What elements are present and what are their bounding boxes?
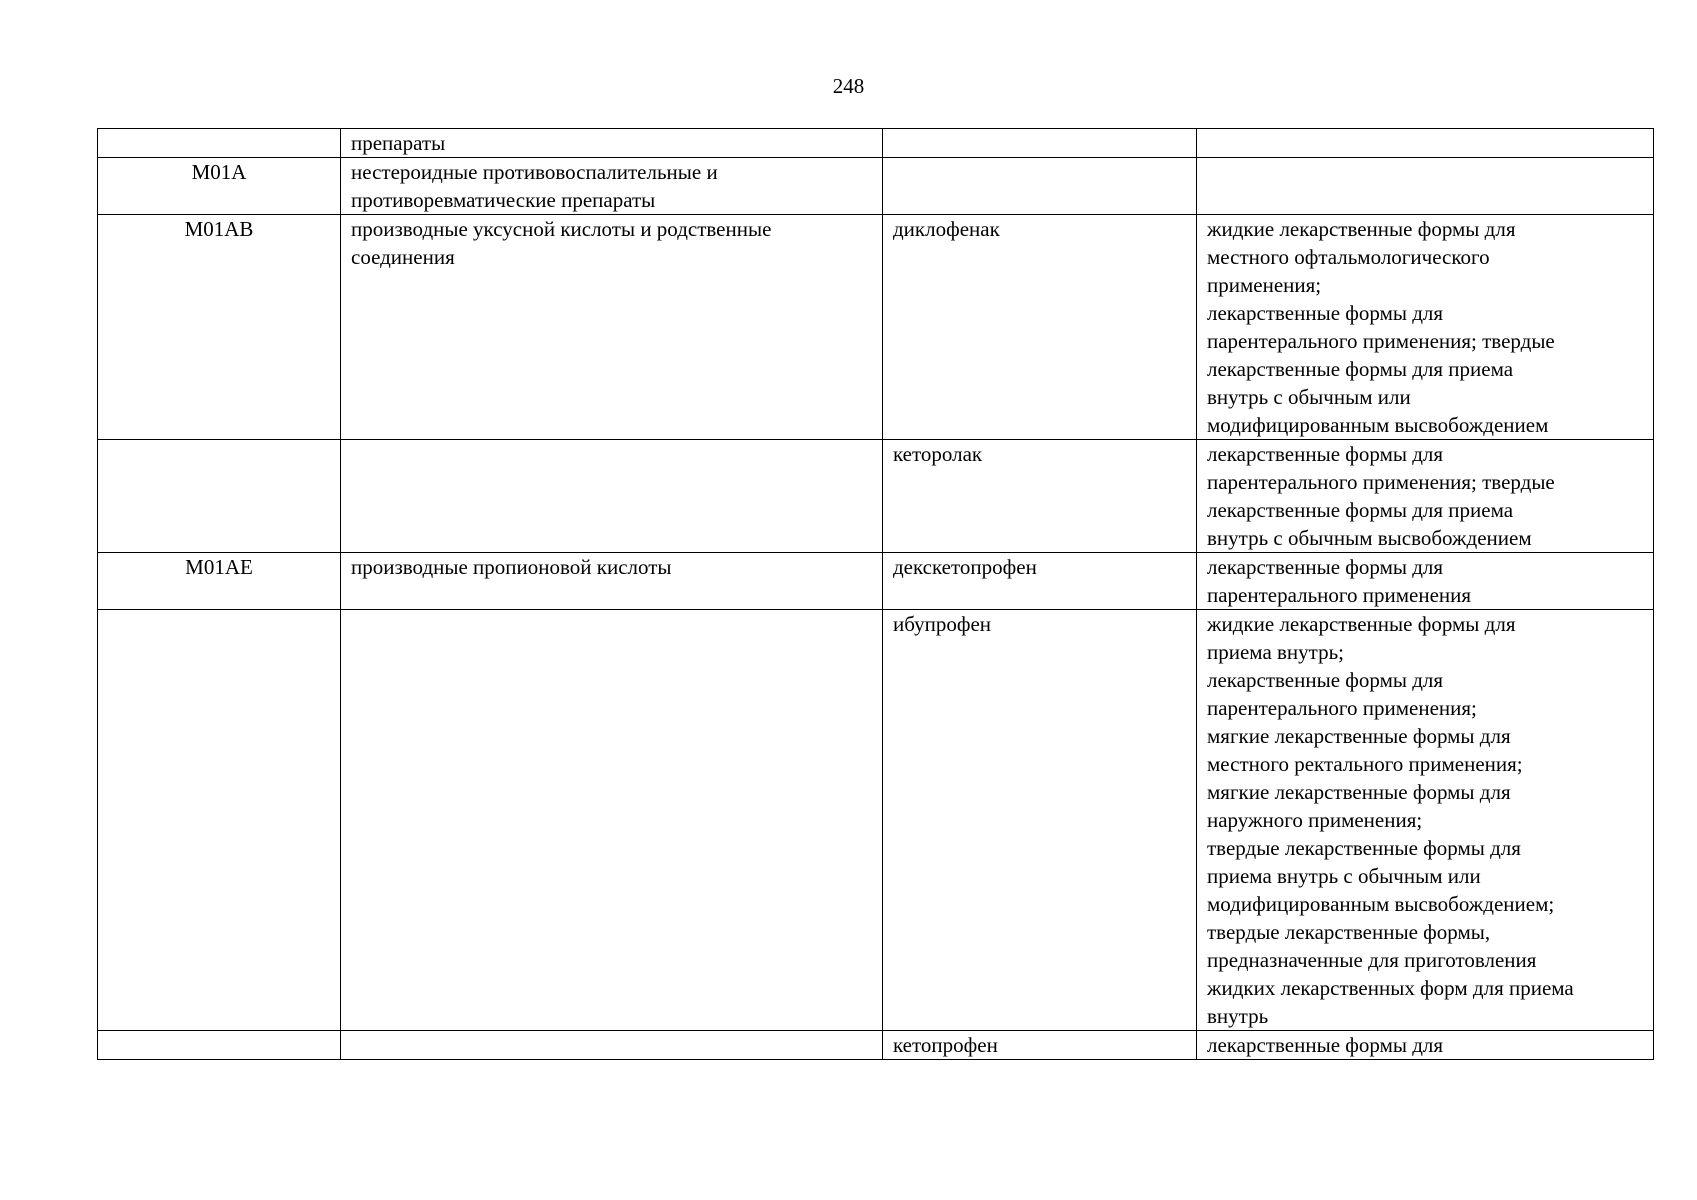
drug-name-cell: кеторолак bbox=[883, 440, 1197, 553]
dosage-forms-cell: лекарственные формы для парентерального применения; твердые лекарственные формы для приема внутрь с обычным высвобождением bbox=[1197, 440, 1654, 553]
atc-group-cell: препараты bbox=[341, 129, 883, 158]
atc-group-cell bbox=[341, 1031, 883, 1060]
atc-code-cell: M01AB bbox=[98, 215, 341, 440]
atc-group-cell bbox=[341, 440, 883, 553]
dosage-forms-cell bbox=[1197, 158, 1654, 215]
atc-group-cell: нестероидные противовоспалительные и противоревматические препараты bbox=[341, 158, 883, 215]
table-row bbox=[98, 215, 1654, 440]
dosage-forms-cell bbox=[1197, 129, 1654, 158]
table-row bbox=[98, 129, 1654, 158]
drug-name-cell: декскетопрофен bbox=[883, 553, 1197, 610]
atc-group-cell bbox=[341, 610, 883, 1031]
atc-group-cell: производные пропионовой кислоты bbox=[341, 553, 883, 610]
table-row bbox=[98, 440, 1654, 553]
drug-name-cell: диклофенак bbox=[883, 215, 1197, 440]
table-row bbox=[98, 553, 1654, 610]
page-number: 248 bbox=[832, 74, 865, 98]
table-row bbox=[98, 610, 1654, 1031]
atc-group-cell: производные уксусной кислоты и родственные соединения bbox=[341, 215, 883, 440]
drug-name-cell: ибупрофен bbox=[883, 610, 1197, 1031]
dosage-forms-cell: лекарственные формы для bbox=[1197, 1031, 1654, 1060]
drug-name-cell bbox=[883, 158, 1197, 215]
table-row bbox=[98, 158, 1654, 215]
dosage-forms-cell: жидкие лекарственные формы для приема внутрь; лекарственные формы для парентерального применения; мягкие лекарственные формы для местного ректального применения; мягкие лекарственные формы для наружного применения; твердые лекарственные формы для приема внутрь с обычным или модифицированным высвобождением; твердые лекарственные формы, предназначенные для приготовления жидких лекарственных форм для приема внутрь bbox=[1197, 610, 1654, 1031]
drug-name-cell bbox=[883, 129, 1197, 158]
atc-code-cell bbox=[98, 129, 341, 158]
dosage-forms-cell: жидкие лекарственные формы для местного офтальмологического применения; лекарственные формы для парентерального применения; твердые лекарственные формы для приема внутрь с обычным или модифицированным высвобождением bbox=[1197, 215, 1654, 440]
drug-table bbox=[97, 128, 1654, 1060]
atc-code-cell: M01AE bbox=[98, 553, 341, 610]
dosage-forms-cell: лекарственные формы для парентерального применения bbox=[1197, 553, 1654, 610]
atc-code-cell: M01A bbox=[98, 158, 341, 215]
atc-code-cell bbox=[98, 1031, 341, 1060]
table-row bbox=[98, 1031, 1654, 1060]
drug-name-cell: кетопрофен bbox=[883, 1031, 1197, 1060]
atc-code-cell bbox=[98, 440, 341, 553]
atc-code-cell bbox=[98, 610, 341, 1031]
